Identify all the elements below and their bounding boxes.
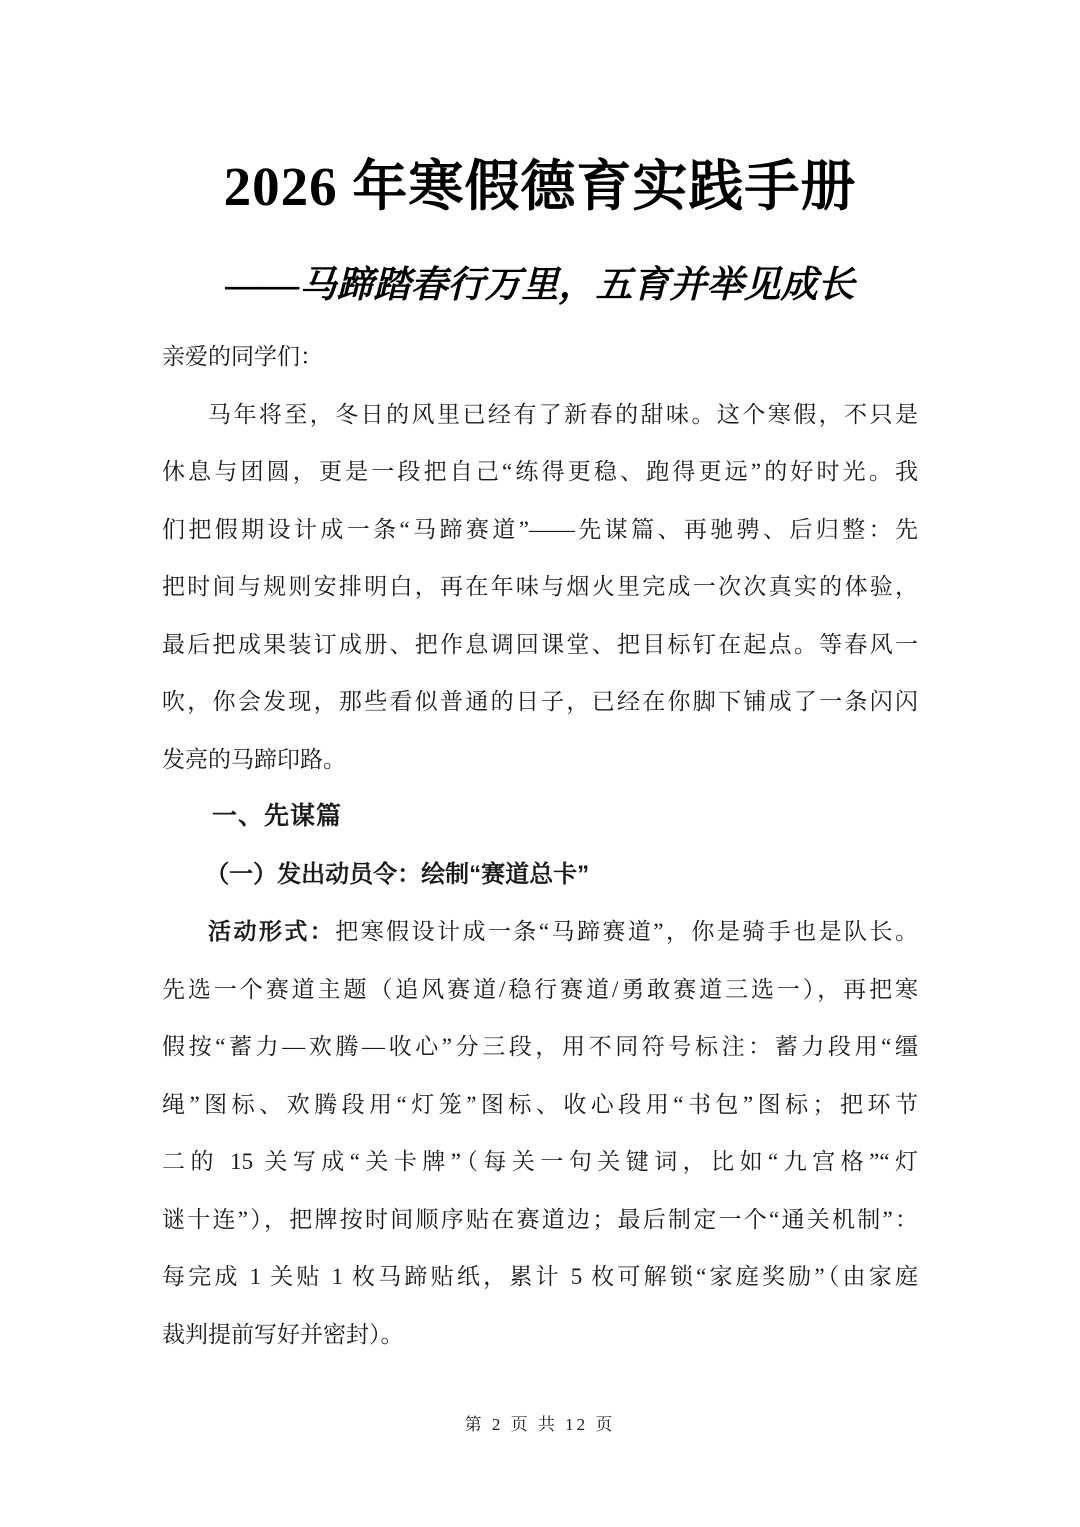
page-number-footer: 第 2 页 共 12 页 <box>464 1415 616 1434</box>
activity-line: 假按“蓄力—欢腾—收心”分三段，用不同符号标注：蓄力段用“缰 <box>162 1034 918 1059</box>
activity-line: 裁判提前写好并密封）。 <box>162 1321 404 1347</box>
letter-line: 最后把成果装订成册、把作息调回课堂、把目标钉在起点。等春风一 <box>162 631 918 657</box>
document-body <box>162 328 918 1363</box>
letter-line: 把时间与规则安排明白，再在年味与烟火里完成一次次真实的体验， <box>162 574 918 599</box>
document-subtitle: ——马蹄踏春行万里，五育并举见成长 <box>225 265 855 306</box>
activity-line: 每完成 1 关贴 1 枚马蹄贴纸，累计 5 枚可解锁“家庭奖励”（由家庭 <box>162 1264 918 1289</box>
section-subheading: （一）发出动员令：绘制“赛道总卡” <box>205 860 590 888</box>
activity-line: 二的 15 关写成“关卡牌”（每关一句关键词，比如“九宫格”“灯 <box>162 1149 918 1174</box>
letter-line: 们把假期设计成一条“马蹄赛道”——先谋篇、再驰骋、后归整：先 <box>162 516 918 542</box>
letter-line: 休息与团圆，更是一段把自己“练得更稳、跑得更远”的好时光。我 <box>162 459 918 484</box>
activity-form-label: 活动形式： <box>208 918 336 944</box>
document-title: 2026 年寒假德育实践手册 <box>223 156 857 217</box>
activity-line: 绳”图标、欢腾段用“灯笼”图标、收心段用“书包”图标；把环节 <box>162 1091 918 1117</box>
activity-form-text: 把寒假设计成一条“马蹄赛道”，你是骑手也是队长。 <box>335 919 918 944</box>
activity-intro-line <box>162 903 918 961</box>
letter-line: 马年将至，冬日的风里已经有了新春的甜味。这个寒假，不只是 <box>208 401 918 427</box>
activity-line: 先选一个赛道主题（追风赛道/稳行赛道/勇敢赛道三选一），再把寒 <box>162 976 918 1002</box>
letter-line: 发亮的马蹄印路。 <box>162 746 346 772</box>
letter-line: 吹，你会发现，那些看似普通的日子，已经在你脚下铺成了一条闪闪 <box>162 689 918 714</box>
section-heading: 一、先谋篇 <box>212 802 343 830</box>
salutation-line: 亲爱的同学们： <box>162 344 323 369</box>
activity-line: 谜十连”），把牌按时间顺序贴在赛道边；最后制定一个“通关机制”： <box>162 1206 918 1232</box>
